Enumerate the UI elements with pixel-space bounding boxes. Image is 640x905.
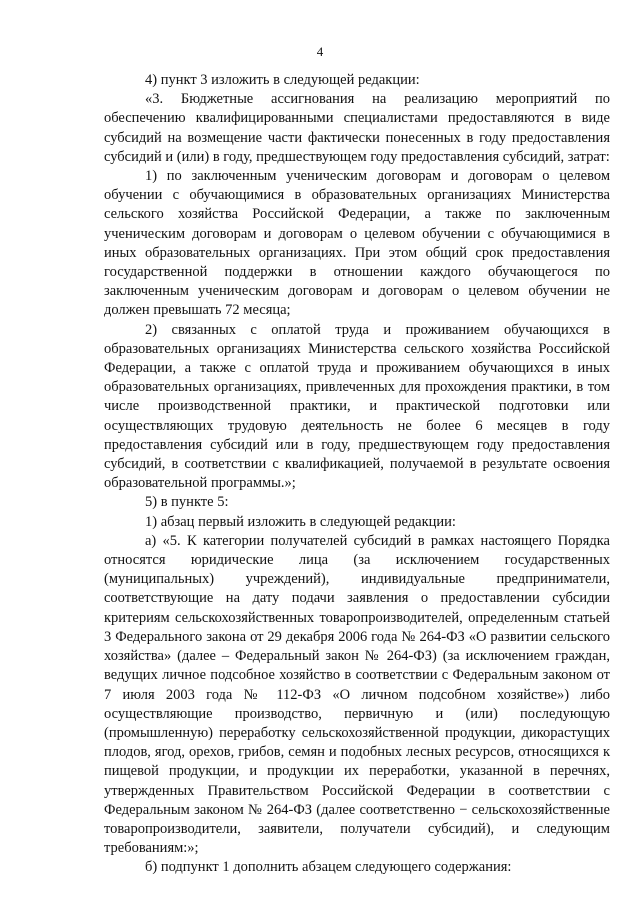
document-body bbox=[104, 71, 610, 878]
paragraph-clause-3: «3. Бюджетные ассигнования на реализацию мероприятий по обеспечению квалифицированными специалистами предоставляются в виде субсидий на возмещение части фактически понесенных в году предоставления субсидий и (или) в году, предшествующем году предоставления субсидий, затрат: bbox=[104, 91, 610, 165]
paragraph-subitem-a: а) «5. К категории получателей субсидий в рамках настоящего Порядка относятся юридические лица (за исключением государственных (муниципальных) учреждений), индивидуальные предприниматели, соответствующие на дату подачи заявления о предоставлении субсидии критериям сельскохозяйственных товаропроизводителей, определенным статьей 3 Федерального закона от 29 декабря 2006 года № 264-ФЗ «О развитии сельского хозяйства» (далее – Федеральный закон № 264-ФЗ) (за исключением граждан, ведущих личное подсобное хозяйство в соответствии с Федеральным законом от 7 июля 2003 года № 112-ФЗ «О личном подсобном хозяйстве») либо осуществляющие производство, первичную и (или) последующую (промышленную) переработку сельскохозяйственной продукции, дикорастущих плодов, ягод, орехов, грибов, семян и подобных лесных ресурсов, относящихся к пищевой продукции, и продукции их переработки, указанной в перечнях, утвержденных Правительством Российской Федерации в соответствии с Федеральным законом № 264-ФЗ (далее соответственно − сельскохозяйственные товаропроизводители, заявители, получатели субсидий), и следующим требованиям:»; bbox=[104, 532, 610, 857]
paragraph-subclause-2: 2) связанных с оплатой труда и проживанием обучающихся в образовательных организациях Министерства сельского хозяйства Российской Федерации, а также с оплатой труда и проживанием обучающихся в иных образовательных организациях, привлеченных для прохождения практики, в том числе производственной практики, и практической подготовки или осуществляющих трудовую деятельность не более 6 месяцев в году предоставления субсидий или в году, предшествующем году предоставления субсидий, в соответствии с квалификацией, получаемой в результате освоения образовательной программы.»; bbox=[104, 321, 610, 492]
page-number: 4 bbox=[316, 44, 324, 59]
paragraph-subclause-1: 1) по заключенным ученическим договорам и договорам о целевом обучении с обучающимися в образовательных организациях Министерства сельского хозяйства Российской Федерации, а также по заключенным ученическим договорам и договорам о целевом обучении с обучающимися в иных образовательных организациях. При этом общий срок предоставления государственной поддержки в отношении каждого обучающегося по заключенным ученическим договорам и договорам о целевом обучении не должен превышать 72 месяца; bbox=[104, 168, 610, 319]
paragraph-item-5: 5) в пункте 5: bbox=[145, 494, 229, 511]
paragraph-subitem-b: б) подпункт 1 дополнить абзацем следующего содержания: bbox=[145, 859, 512, 876]
paragraph-item-4: 4) пункт 3 изложить в следующей редакции: bbox=[145, 72, 420, 88]
paragraph-subitem-1: 1) абзац первый изложить в следующей редакции: bbox=[145, 513, 456, 530]
